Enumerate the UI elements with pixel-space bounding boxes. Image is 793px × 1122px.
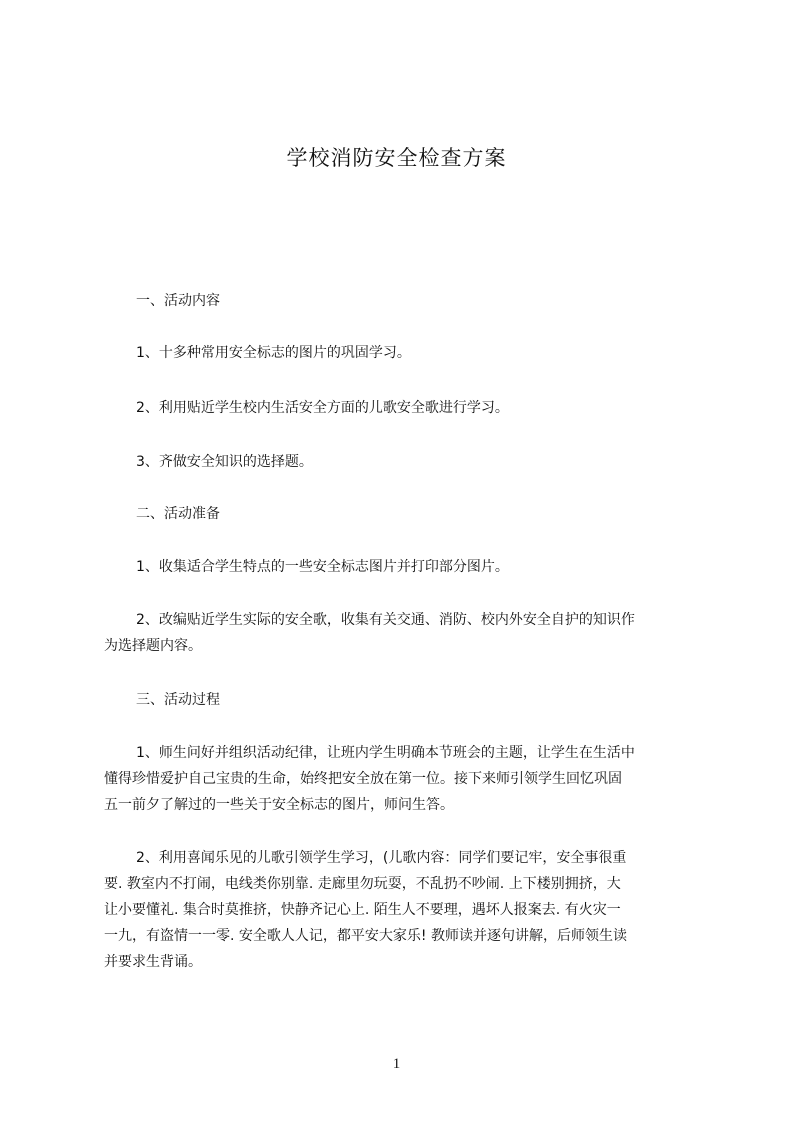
text-line: 五一前夕了解过的一些关于安全标志的图片，师问生答。 [104,797,454,813]
paragraph-process-item-2 [104,845,714,975]
text-line: 懂得珍惜爱护自己宝贵的生命，始终把安全放在第一位。接下来师引领学生回忆巩固 [104,771,622,787]
section-heading-activity-preparation: 二、活动准备 [136,506,220,522]
paragraph-preparation-item-1: 1、收集适合学生特点的一些安全标志图片并打印部分图片。 [136,559,509,575]
paragraph-content-item-2: 2、利用贴近学生校内生活安全方面的儿歌安全歌进行学习。 [136,400,509,416]
page-number: 1 [392,1056,401,1072]
text-line: 并要求生背诵。 [104,954,202,970]
paragraph-preparation-item-2 [104,607,714,659]
text-line: 1、师生问好并组织活动纪律，让班内学生明确本节班会的主题，让学生在生活中 [136,745,635,761]
section-heading-activity-process: 三、活动过程 [136,692,220,708]
paragraph-content-item-3: 3、齐做安全知识的选择题。 [136,454,313,470]
text-line: 要. 教室内不打闹，电线类你别靠. 走廊里勿玩耍，不乱扔不吵闹. 上下楼别拥挤，大 [104,876,621,892]
text-line: 一九，有盗情一一零. 安全歌人人记，都平安大家乐! 教师读并逐句讲解，后师领生读 [104,928,627,944]
text-line: 2、利用喜闻乐见的儿歌引领学生学习，(儿歌内容：同学们要记牢，安全事很重 [136,850,627,866]
section-heading-activity-content: 一、活动内容 [136,293,220,309]
text-line: 为选择题内容。 [104,638,202,654]
text-line: 2、改编贴近学生实际的安全歌，收集有关交通、消防、校内外安全自护的知识作 [136,612,635,628]
paragraph-process-item-1 [104,740,714,818]
text-line: 让小要懂礼. 集合时莫推挤，快静齐记心上. 陌生人不要理，遇坏人报案去. 有火灾一 [104,902,621,918]
paragraph-content-item-1: 1、十多种常用安全标志的图片的巩固学习。 [136,345,411,361]
document-title: 学校消防安全检查方案 [286,146,507,170]
